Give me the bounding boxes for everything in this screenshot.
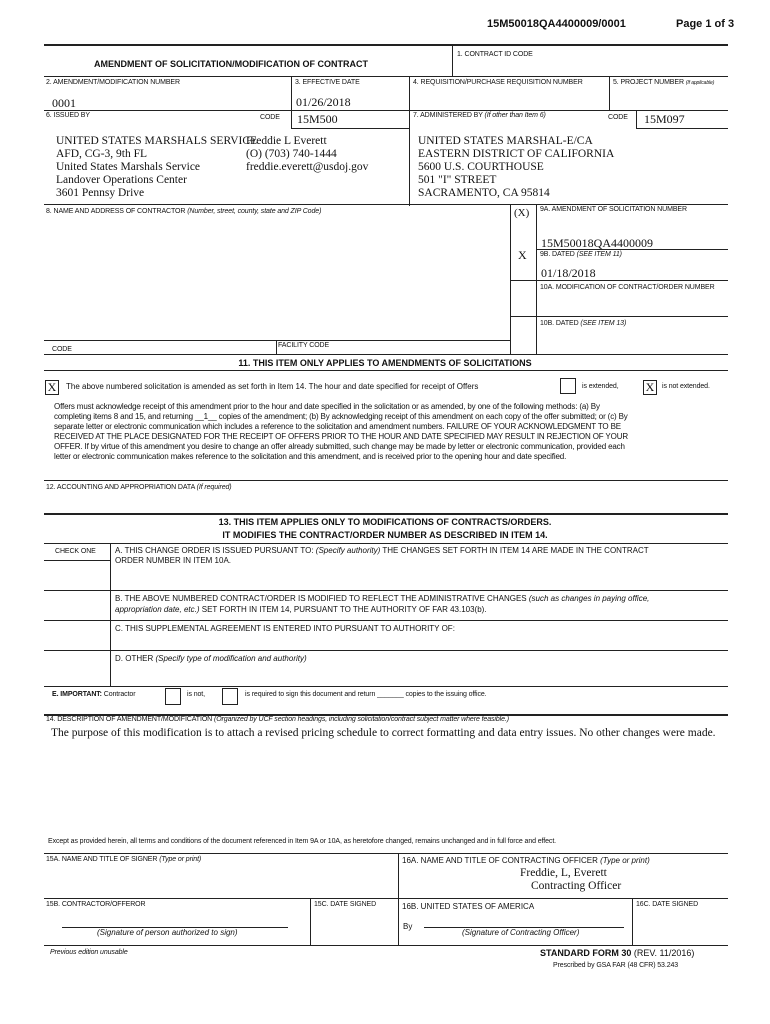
accounting-data-text: 12. ACCOUNTING AND APPROPRIATION DATA — [46, 484, 195, 491]
item11-checkbox-not-extended[interactable]: X — [643, 380, 657, 395]
signer-name-note: (Type or print) — [159, 856, 202, 863]
option-b-text-2: SET FORTH IN ITEM 14, PURSUANT TO THE AUTHORITY OF FAR 43.103(b). — [201, 605, 487, 614]
form-title: AMENDMENT OF SOLICITATION/MODIFICATION OF CONTRACT — [94, 59, 368, 69]
contact-email: freddie.everett@usdoj.gov — [246, 161, 369, 173]
important-text: E. IMPORTANT: — [52, 691, 102, 698]
administered-by-text: 7. ADMINISTERED BY — [413, 112, 483, 119]
contractor-signature-caption: (Signature of person authorized to sign) — [97, 928, 238, 937]
administered-by-label — [413, 112, 546, 119]
project-number-note: (If applicable) — [685, 80, 715, 86]
option-a-note: (Specify authority) — [315, 546, 381, 555]
option-d-note: (Specify type of modification and authority) — [155, 654, 307, 663]
administered-by-line-4: 501 "I" STREET — [418, 174, 497, 186]
standard-form-label — [540, 948, 694, 958]
item11-text: The above numbered solicitation is amended as set forth in Item 14. The hour and date specified for receipt of Offers — [66, 382, 479, 391]
modification-dated-text: 10B. DATED — [540, 320, 579, 327]
item11-paragraph — [54, 402, 734, 462]
item11-extended-label: is extended, — [582, 383, 619, 390]
solicitation-dated-text: 9B. DATED — [540, 251, 575, 258]
description-label — [46, 716, 509, 723]
project-number-text: 5. PROJECT NUMBER — [613, 79, 684, 86]
officer-name-label — [402, 856, 650, 865]
description-body: The purpose of this modification is to attach a revised pricing schedule to correct formatting and data entry issues. No other changes were made. — [51, 727, 716, 739]
is-required-label: is required to sign this document and return _______ copies to the issuing office. — [245, 691, 487, 698]
amendment-number-value: 0001 — [52, 96, 76, 110]
administered-by-code-value: 15M097 — [644, 112, 685, 126]
facility-code-label: FACILITY CODE — [278, 342, 330, 349]
description-note: (Organized by UCF section headings, including solicitation/contract subject matter where feasible.) — [213, 716, 509, 723]
option-d-text: D. OTHER — [115, 654, 154, 663]
is-not-label: is not, — [187, 691, 205, 698]
by-label: By — [403, 922, 413, 931]
description-text: 14. DESCRIPTION OF AMENDMENT/MODIFICATION — [46, 716, 213, 723]
amendment-number-label: 2. AMENDMENT/MODIFICATION NUMBER — [46, 79, 180, 86]
officer-title-value: Contracting Officer — [531, 880, 622, 892]
issued-by-label: 6. ISSUED BY — [46, 112, 90, 119]
is-not-checkbox[interactable] — [165, 688, 181, 705]
previous-edition-note: Previous edition unusable — [50, 949, 128, 956]
is-required-checkbox[interactable] — [222, 688, 238, 705]
issued-by-line-2: AFD, CG-3, 9th FL — [56, 148, 148, 160]
contractor-date-label: 15C. DATE SIGNED — [314, 901, 377, 908]
solicitation-dated-label — [540, 251, 622, 258]
important-label — [52, 691, 135, 698]
item11-para-line-5: OFFER. If by virtue of this amendment you desire to change an offer already submitted, such change may be made by letter or electronic communication, provided each — [54, 442, 625, 451]
issued-by-code-label: CODE — [260, 114, 280, 121]
modification-dated-note: (SEE ITEM 13) — [580, 320, 627, 327]
item11-checkbox-extended[interactable] — [560, 378, 576, 394]
option-a[interactable] — [115, 546, 725, 566]
document-number: 15M50018QA4400009/0001 — [487, 18, 626, 30]
accounting-data-note: (If required) — [196, 484, 232, 491]
option-b-note-2: appropriation date, etc.) — [115, 605, 200, 614]
option-d[interactable] — [115, 654, 307, 663]
contractor-address-text: 8. NAME AND ADDRESS OF CONTRACTOR — [46, 208, 186, 215]
item11-heading: 11. THIS ITEM ONLY APPLIES TO AMENDMENTS OF SOLICITATIONS — [238, 358, 532, 368]
issued-by-line-4: Landover Operations Center — [56, 174, 187, 186]
modification-number-label: 10A. MODIFICATION OF CONTRACT/ORDER NUMBER — [540, 284, 715, 291]
contact-phone: (O) (703) 740-1444 — [246, 148, 337, 160]
accounting-data-label — [46, 484, 232, 491]
officer-name-value: Freddie, L, Everett — [520, 867, 607, 879]
standard-form-bold: STANDARD FORM 30 — [540, 948, 632, 958]
effective-date-label: 3. EFFECTIVE DATE — [295, 79, 360, 86]
option-b-text-1: B. THE ABOVE NUMBERED CONTRACT/ORDER IS MODIFIED TO REFLECT THE ADMINISTRATIVE CHANGES — [115, 594, 527, 603]
solicitation-dated-note: (SEE ITEM 11) — [576, 251, 622, 258]
item13-heading-2: IT MODIFIES THE CONTRACT/ORDER NUMBER AS DESCRIBED IN ITEM 14. — [222, 530, 548, 540]
officer-signature-caption: (Signature of Contracting Officer) — [462, 928, 580, 937]
effective-date-value: 01/26/2018 — [296, 95, 351, 109]
important-contractor: Contractor — [103, 691, 136, 698]
administered-by-note: (If other than Item 6) — [484, 112, 546, 119]
signer-name-label — [46, 856, 201, 863]
contractor-address-note: (Number, street, county, state and ZIP Code) — [187, 208, 322, 215]
contractor-address-label — [46, 208, 321, 215]
usa-label: 16B. UNITED STATES OF AMERICA — [402, 902, 535, 911]
project-number-label — [613, 79, 714, 86]
code-label: CODE — [52, 346, 72, 353]
administered-by-line-5: SACRAMENTO, CA 95814 — [418, 187, 550, 199]
administered-by-address — [418, 135, 614, 200]
solicitation-number-label: 9A. AMENDMENT OF SOLICITATION NUMBER — [540, 206, 687, 213]
officer-name-note: (Type or print) — [600, 856, 650, 865]
contractor-offeror-label: 15B. CONTRACTOR/OFFEROR — [46, 901, 146, 908]
page-indicator: Page 1 of 3 — [676, 18, 735, 30]
check-one-label: CHECK ONE — [55, 548, 96, 555]
item11-para-line-6: letter or electronic communication makes reference to the solicitation and this amendment, and is received prior to the opening hour and date specified. — [54, 452, 567, 461]
except-text: Except as provided herein, all terms and conditions of the document referenced in Item 9A or 10A, as heretofore changed, remains unchanged and in full force and effect. — [48, 838, 557, 845]
contact-name: Freddie L Everett — [246, 135, 327, 147]
option-a-text-3: ORDER NUMBER IN ITEM 10A. — [115, 556, 232, 565]
contract-id-label: 1. CONTRACT ID CODE — [457, 51, 533, 58]
issued-by-contact — [246, 135, 368, 174]
officer-date-label: 16C. DATE SIGNED — [636, 901, 699, 908]
modification-dated-label — [540, 320, 626, 327]
prescribed-by-note: Prescribed by GSA FAR (48 CFR) 53.243 — [553, 962, 679, 969]
requisition-number-label: 4. REQUISITION/PURCHASE REQUISITION NUMBER — [413, 79, 583, 86]
option-c[interactable]: C. THIS SUPPLEMENTAL AGREEMENT IS ENTERED INTO PURSUANT TO AUTHORITY OF: — [115, 624, 455, 633]
item11-para-line-1: Offers must acknowledge receipt of this amendment prior to the hour and date specified in the solicitation or as amended, by one of the following methods: (a) By — [54, 402, 600, 411]
option-b[interactable] — [115, 593, 725, 615]
x-column-label: (X) — [514, 207, 530, 219]
issued-by-line-1: UNITED STATES MARSHALS SERVICE — [56, 135, 258, 147]
issued-by-address — [56, 135, 257, 200]
administered-by-code-label: CODE — [608, 114, 628, 121]
option-a-text-2: THE CHANGES SET FORTH IN ITEM 14 ARE MADE IN THE CONTRACT — [382, 546, 649, 555]
solicitation-mark: X — [518, 248, 527, 262]
item11-para-line-2: completing items 8 and 15, and returning __1__ copies of the amendment; (b) By acknowledging receipt of this amendment on each copy of the offer submitted; or (c) By — [54, 412, 628, 421]
option-b-note-1: (such as changes in paying office, — [528, 594, 650, 603]
administered-by-line-2: EASTERN DISTRICT OF CALIFORNIA — [418, 148, 615, 160]
issued-by-line-5: 3601 Pennsy Drive — [56, 187, 145, 199]
solicitation-dated-value: 01/18/2018 — [541, 266, 596, 280]
standard-form-rev: (REV. 11/2016) — [633, 948, 695, 958]
item11-para-line-3: separate letter or electronic communication which includes a reference to the solicitation and amendment numbers. FAILURE OF YOUR ACKNOWLEDGMENT TO BE — [54, 422, 621, 431]
officer-name-text: 16A. NAME AND TITLE OF CONTRACTING OFFICER — [402, 856, 598, 865]
option-a-text-1: A. THIS CHANGE ORDER IS ISSUED PURSUANT TO: — [115, 546, 314, 555]
administered-by-line-1: UNITED STATES MARSHAL-E/CA — [418, 135, 593, 147]
administered-by-line-3: 5600 U.S. COURTHOUSE — [418, 161, 544, 173]
item11-not-extended-label: is not extended. — [662, 383, 710, 390]
signer-name-text: 15A. NAME AND TITLE OF SIGNER — [46, 856, 158, 863]
item13-heading-1: 13. THIS ITEM APPLIES ONLY TO MODIFICATIONS OF CONTRACTS/ORDERS. — [218, 517, 552, 527]
item11-checkbox-amended[interactable]: X — [45, 380, 59, 395]
issued-by-code-value: 15M500 — [297, 112, 338, 126]
issued-by-line-3: United States Marshals Service — [56, 161, 201, 173]
solicitation-number-value: 15M50018QA4400009 — [541, 236, 654, 250]
item11-para-line-4: RECEIVED AT THE PLACE DESIGNATED FOR THE RECEIPT OF OFFERS PRIOR TO THE HOUR AND DATE SPECIFIED MAY RESULT IN REJECTION OF YOUR — [54, 432, 628, 441]
